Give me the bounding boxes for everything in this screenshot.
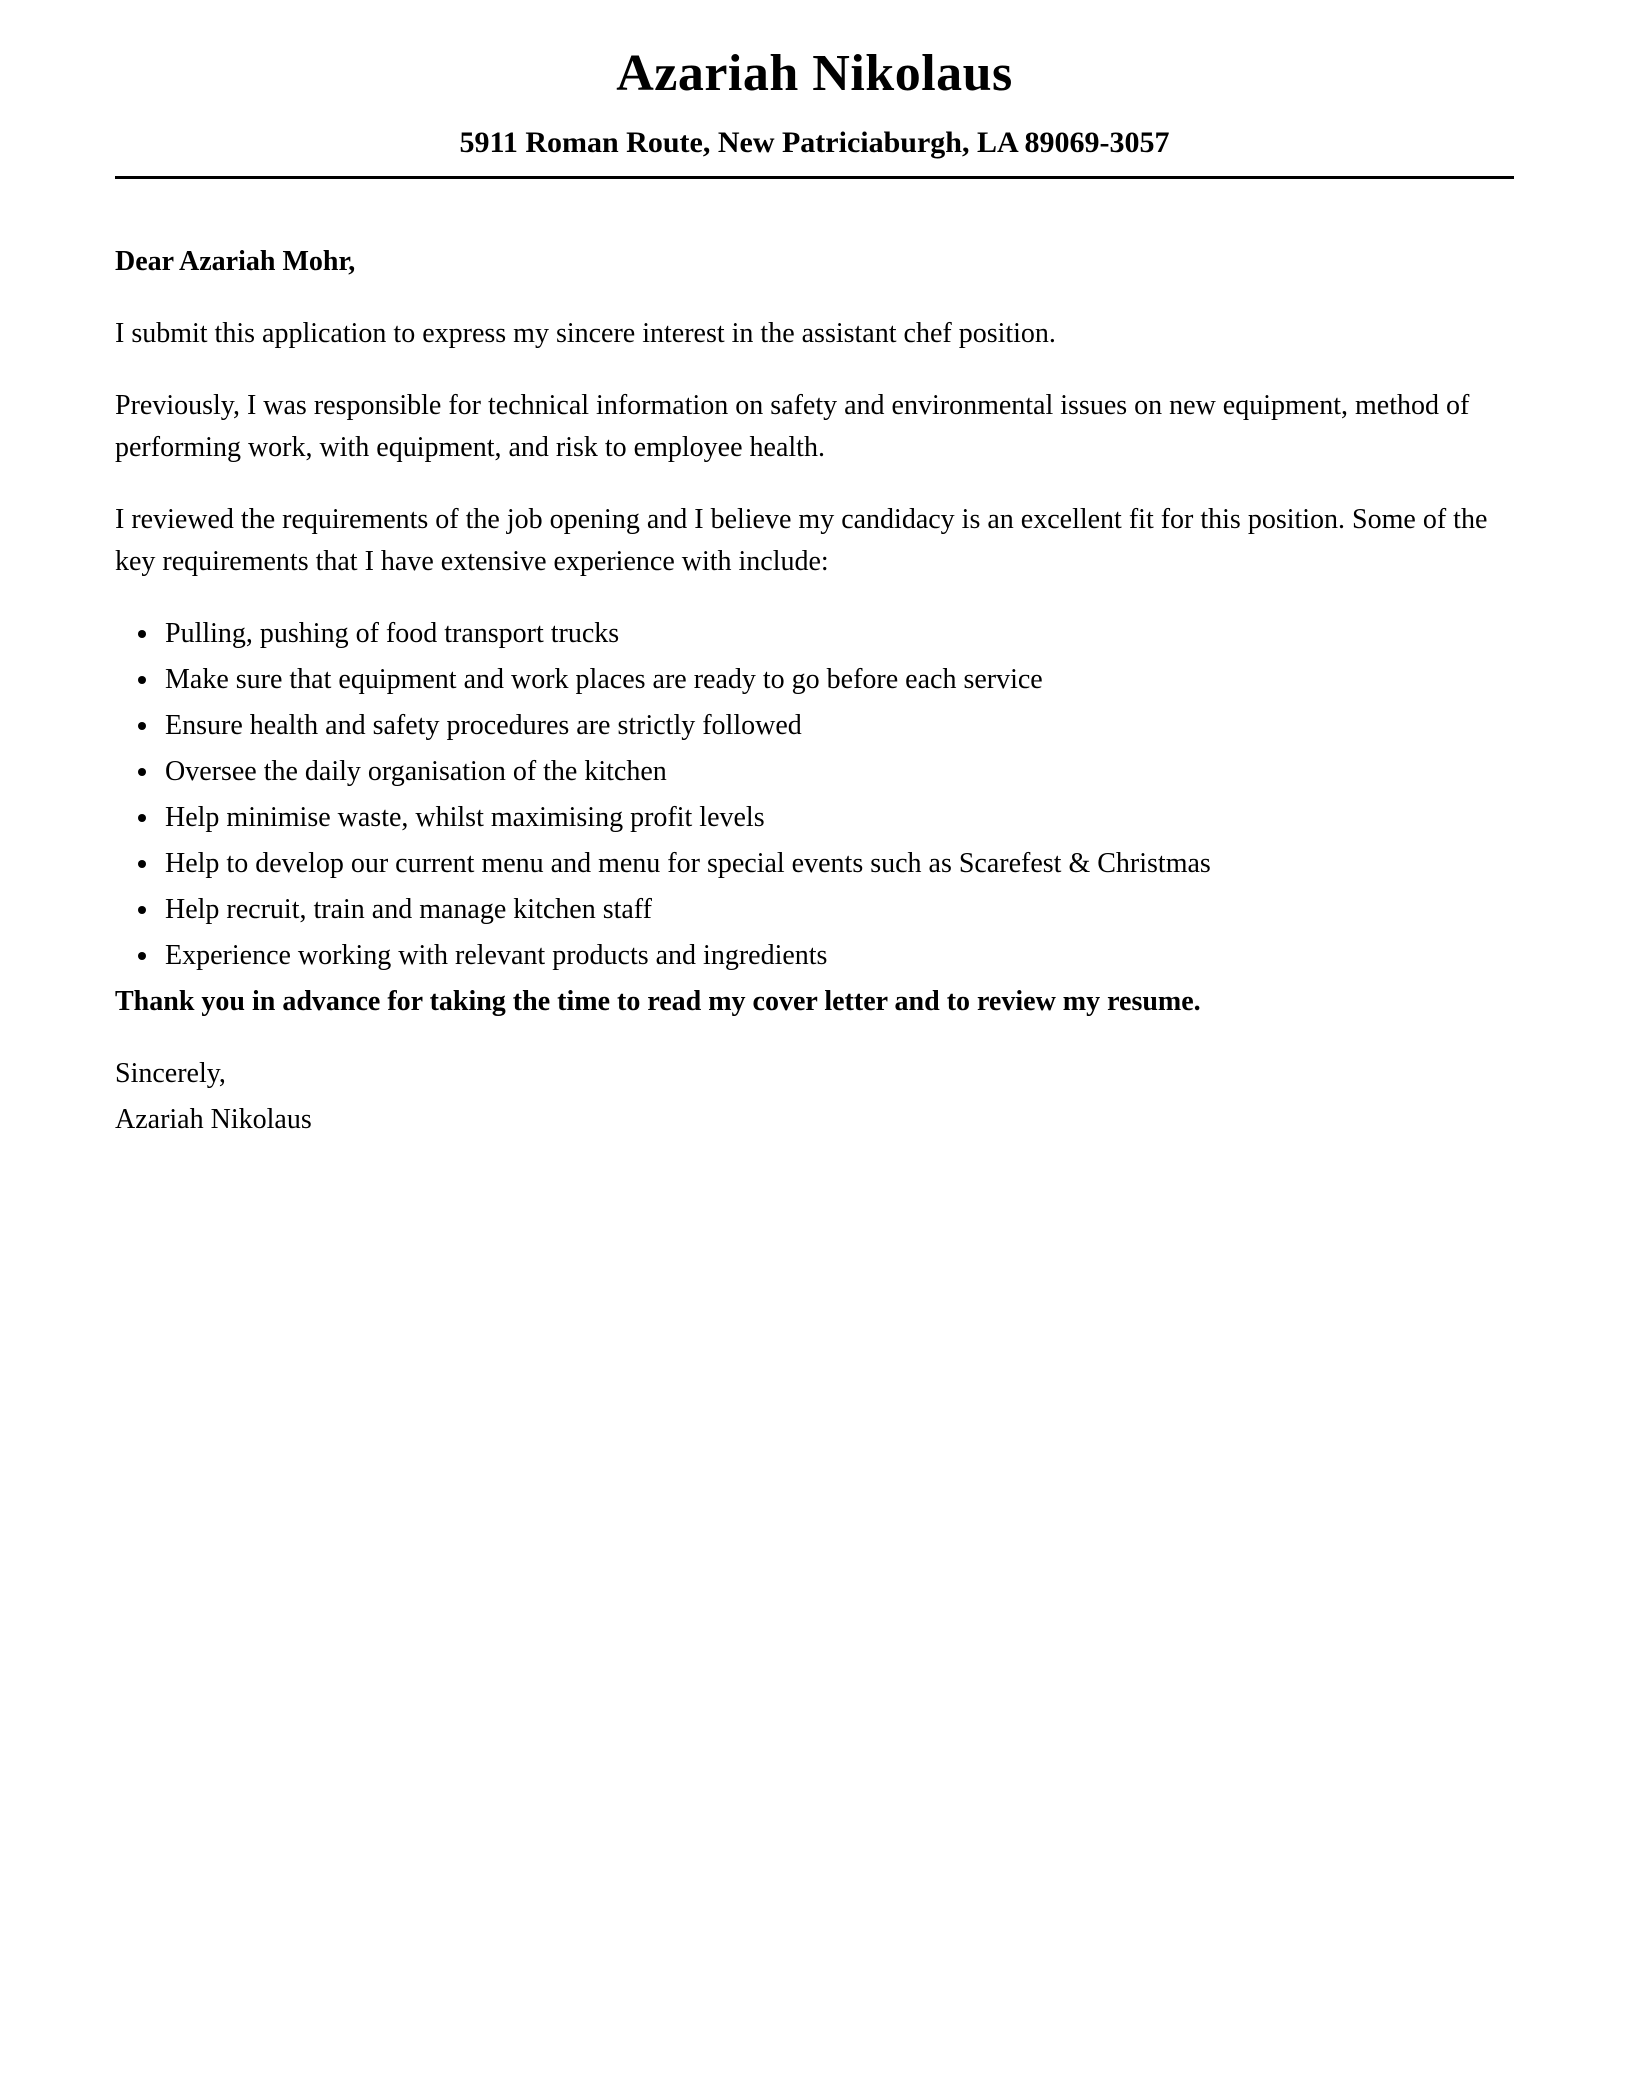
- list-item: • Oversee the daily organisation of the kitchen: [161, 751, 1514, 793]
- list-item: • Help minimise waste, whilst maximising profit levels: [161, 797, 1514, 839]
- signature-name: Azariah Nikolaus: [115, 1103, 312, 1135]
- sender-address: 5911 Roman Route, New Patriciaburgh, LA 89069-3057: [459, 125, 1170, 159]
- requirements-list: [115, 613, 1514, 977]
- intro-paragraph: I submit this application to express my sincere interest in the assistant chef position.: [115, 317, 1056, 349]
- salutation: Dear Azariah Mohr,: [115, 245, 356, 277]
- signoff: Sincerely,: [115, 1057, 226, 1089]
- header-divider: [115, 176, 1514, 179]
- experience-paragraph: Previously, I was responsible for technical information on safety and environmental issues on new equipment, method of performing work, with equipment, and risk to employee health.: [115, 389, 1470, 463]
- list-item: • Experience working with relevant products and ingredients: [161, 935, 1514, 977]
- closing-statement: Thank you in advance for taking the time to read my cover letter and to review my resume.: [115, 985, 1201, 1017]
- requirements-paragraph: I reviewed the requirements of the job opening and I believe my candidacy is an excellent fit for this position. Some of the key requirements that I have extensive experience with include:: [115, 503, 1488, 577]
- list-item: • Make sure that equipment and work places are ready to go before each service: [161, 659, 1514, 701]
- list-item: • Help to develop our current menu and menu for special events such as Scarefest & Christmas: [161, 843, 1514, 885]
- list-item: • Ensure health and safety procedures are strictly followed: [161, 705, 1514, 747]
- list-item: • Pulling, pushing of food transport trucks: [161, 613, 1514, 655]
- letterhead: [115, 44, 1514, 179]
- letter-body: [115, 241, 1514, 1141]
- list-item: • Help recruit, train and manage kitchen staff: [161, 889, 1514, 931]
- sender-name: Azariah Nikolaus: [616, 45, 1013, 102]
